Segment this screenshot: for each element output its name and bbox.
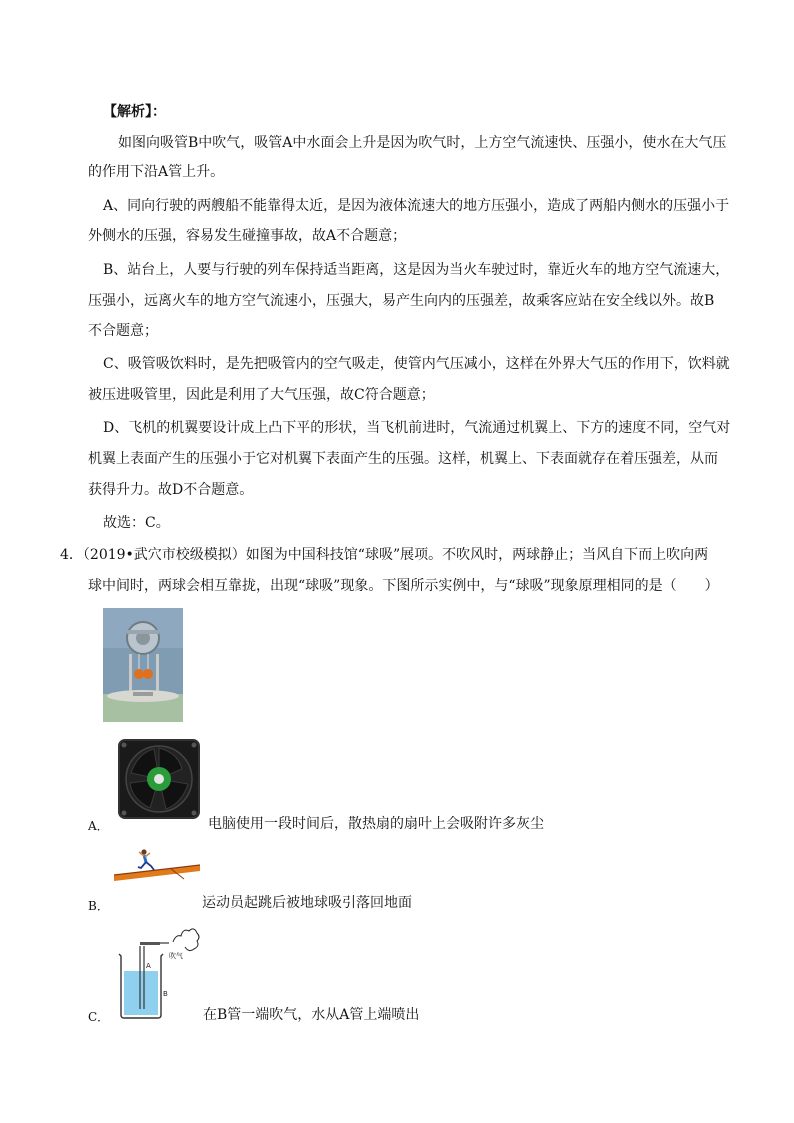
analysis-intro-line-1: 如图向吸管B中吹气，吸管A中水面会上升是因为吹气时，上方空气流速快、压强小，使水在大气压	[118, 135, 727, 151]
analysis-option-a-line-2: 外侧水的压强，容易发生碰撞事故，故A不合题意；	[88, 228, 407, 244]
ball-suction-exhibit-image	[103, 608, 183, 722]
question-line-2: 球中间时，两球会相互靠拢，出现“球吸”现象。下图所示实例中，与“球吸”现象原理相同的是（ ）	[88, 578, 719, 594]
analysis-option-c-line-2: 被压进吸管里，因此是利用了大气压强，故C符合题意；	[88, 387, 435, 403]
question-line-1: 4．（2019•武穴市校级模拟）如图为中国科技馆“球吸”展项。不吹风时，两球静止；当风自下而上吹向两	[60, 547, 709, 563]
blow-label: 吹气	[169, 952, 183, 960]
analysis-heading: 【解析】：	[103, 104, 166, 120]
analysis-intro-line-2: 的作用下沿A管上升。	[88, 164, 225, 180]
analysis-option-b-line-2: 压强小，远离火车的地方空气流速小，压强大，易产生向内的压强差，故乘客应站在安全线以外。故B	[88, 293, 715, 309]
option-a-label: A．	[88, 819, 109, 833]
analysis-option-a-line-1: A、同向行驶的两艘船不能靠得太近，是因为液体流速大的地方压强小，造成了两船内侧水的压强小于	[103, 198, 730, 214]
tube-a-label: A	[146, 962, 151, 970]
option-b-label: B．	[88, 899, 109, 913]
option-c-label: C．	[88, 1010, 110, 1024]
analysis-answer: 故选：C。	[103, 515, 170, 531]
analysis-option-d-line-1: D、飞机的机翼要设计成上凸下平的形状，当飞机前进时，气流通过机翼上、下方的速度不同，空气对	[103, 420, 731, 436]
analysis-option-d-line-2: 机翼上表面产生的压强小于它对机翼下表面产生的压强。这样，机翼上、下表面就存在着压强差，从而	[88, 451, 718, 467]
analysis-option-b-line-1: B、站台上，人要与行驶的列车保持适当距离，这是因为当火车驶过时，靠近火车的地方空气流速大，	[103, 262, 730, 278]
tube-b-label: B	[163, 990, 168, 998]
option-b-text: 运动员起跳后被地球吸引落回地面	[202, 895, 412, 911]
option-b-athlete-image	[114, 849, 200, 881]
option-a-fan-image	[118, 739, 200, 819]
analysis-option-c-line-1: C、吸管吸饮料时，是先把吸管内的空气吸走，使管内气压减小，这样在外界大气压的作用下，饮料就	[103, 356, 730, 372]
analysis-option-d-line-3: 获得升力。故D不合题意。	[88, 482, 254, 498]
option-c-beaker-image	[113, 924, 203, 1020]
analysis-option-b-line-3: 不合题意；	[88, 323, 158, 339]
option-c-text: 在B管一端吹气，水从A管上端喷出	[203, 1007, 420, 1023]
option-a-text: 电脑使用一段时间后，散热扇的扇叶上会吸附许多灰尘	[208, 816, 544, 832]
